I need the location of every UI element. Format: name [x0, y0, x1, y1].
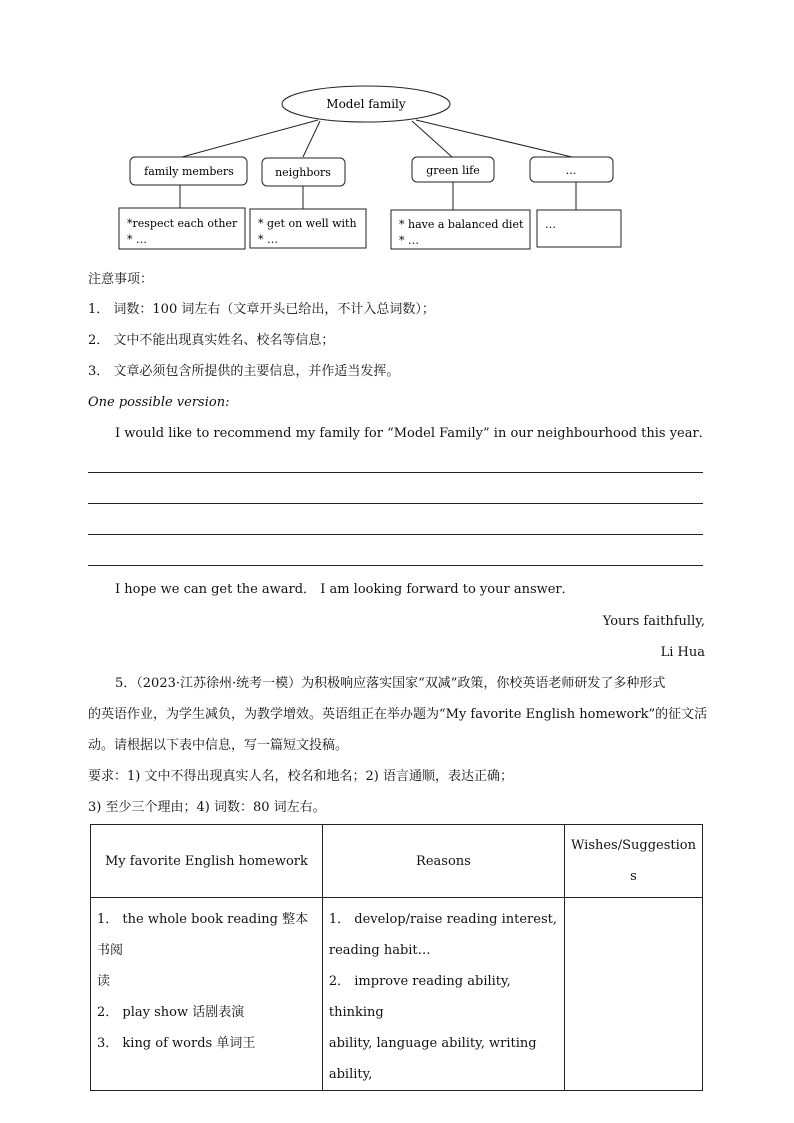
table-row: [91, 898, 703, 1091]
detail-green-life-1: * have a balanced diet: [399, 218, 524, 231]
detail-more-1: …: [545, 218, 556, 231]
detail-green-life-2: * …: [399, 234, 419, 247]
connector-more: [416, 120, 572, 157]
model-family-diagram: [0, 0, 794, 260]
homework-item-3: 3． king of words 单词王: [97, 1036, 256, 1051]
branch-label-family-members: family members: [144, 165, 234, 178]
writing-line-4: [88, 565, 703, 566]
cell-wishes-empty: [565, 898, 703, 1091]
reason-item-2-cont: ability, language ability, writing ability,: [328, 1036, 537, 1082]
writing-line-1: [88, 472, 703, 473]
question5-line3: 动。请根据以下表中信息，写一篇短文投稿。: [88, 738, 349, 753]
question5-line1: 5．（2023·江苏徐州·统考一模）为积极响应落实国家“双减”政策，你校英语老师研发了多种形式: [115, 676, 666, 691]
detail-family-members-1: *respect each other: [127, 217, 238, 230]
connector-neighbors: [303, 121, 320, 157]
detail-neighbors-1: * get on well with: [258, 217, 357, 230]
header-favorite-homework: My favorite English homework: [91, 825, 323, 898]
detail-neighbors-2: * …: [258, 233, 278, 246]
branch-label-neighbors: neighbors: [275, 166, 331, 179]
homework-table: [90, 824, 703, 1091]
header-wishes-line1: Wishes/Suggestion: [571, 838, 696, 853]
writing-line-3: [88, 534, 703, 535]
cell-reasons-list: [322, 898, 564, 1091]
header-wishes: [565, 825, 703, 898]
homework-item-2: 2． play show 话剧表演: [97, 1005, 245, 1020]
homework-item-1: 1． the whole book reading 整本书阅: [97, 912, 309, 958]
connector-family-members: [182, 120, 318, 157]
header-reasons: Reasons: [322, 825, 564, 898]
reason-item-1: 1． develop/raise reading interest,: [328, 912, 557, 927]
version-name: Li Hua: [660, 645, 705, 660]
header-wishes-line2: s: [630, 869, 637, 884]
writing-line-2: [88, 503, 703, 504]
root-label: Model family: [326, 97, 406, 111]
detail-family-members-2: * …: [127, 233, 147, 246]
question5-requirement-1: 要求：1) 文中不得出现真实人名，校名和地名；2) 语言通顺，表达正确；: [88, 769, 513, 784]
note-item-1: 1． 词数：100 词左右（文章开头已给出，不计入总词数）；: [88, 302, 435, 317]
question5-requirement-2: 3) 至少三个理由；4) 词数：80 词左右。: [88, 800, 326, 815]
reason-item-1-cont: reading habit…: [328, 943, 431, 958]
version-label: One possible version:: [88, 395, 230, 410]
notes-heading: 注意事项：: [88, 272, 154, 287]
table-header-row: [91, 825, 703, 898]
cell-homework-list: [91, 898, 323, 1091]
reason-item-2: 2． improve reading ability, thinking: [328, 974, 511, 1020]
homework-item-1-cont: 读: [97, 974, 111, 989]
note-item-2: 2． 文中不能出现真实姓名、校名等信息；: [88, 333, 335, 348]
connector-green-life: [412, 121, 452, 157]
version-closing: I hope we can get the award． I am looking forward to your answer．: [115, 582, 575, 597]
version-opening: I would like to recommend my family for “Model Family” in our neighbourhood this year．: [115, 426, 712, 441]
branch-label-green-life: green life: [426, 164, 480, 177]
version-signoff: Yours faithfully,: [602, 614, 705, 629]
question5-line2: 的英语作业，为学生减负，为教学增效。英语组正在举办题为“My favorite English homework”的征文活: [88, 707, 708, 722]
branch-label-more: …: [565, 164, 577, 177]
note-item-3: 3． 文章必须包含所提供的主要信息，并作适当发挥。: [88, 364, 400, 379]
